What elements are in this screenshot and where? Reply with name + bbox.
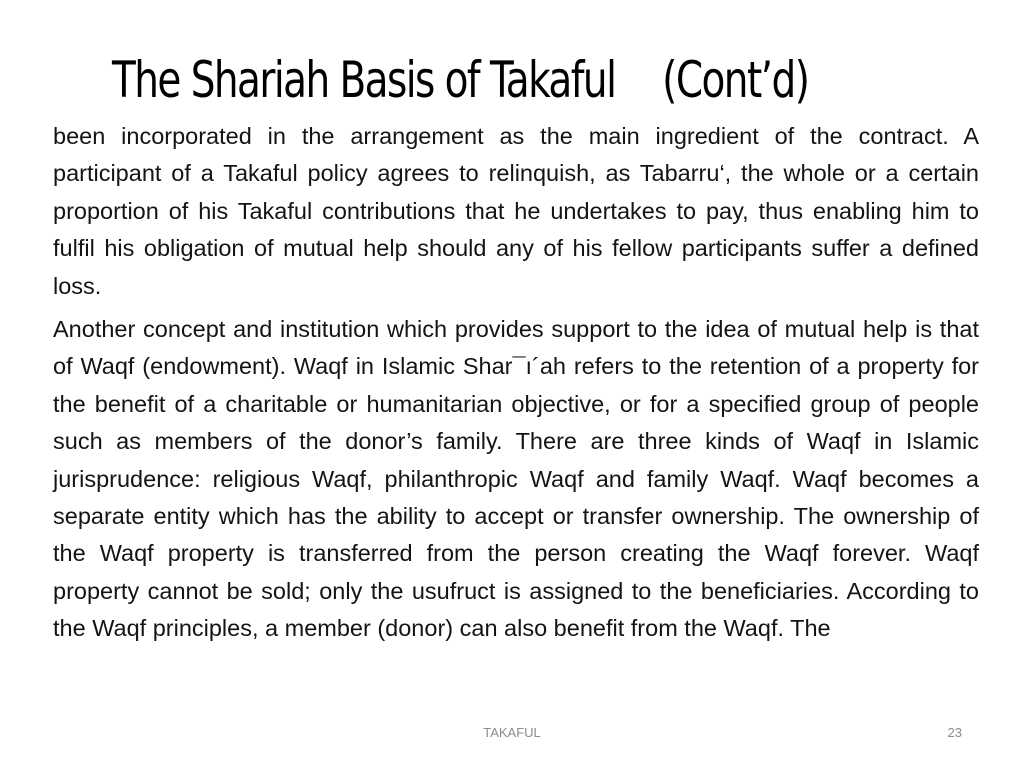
footer-label: TAKAFUL [483,725,541,740]
slide-title [112,40,809,120]
body-paragraph: been incorporated in the arrangement as the main ingredient of the contract. A participant of a Takaful policy agrees to relinquish, as Tabarru‘, the whole or a certain proportion of his Takaful contributions that he undertakes to pay, thus enabling him to fulfil his obligation of mutual help should any of his fellow participants suffer a defined loss. [53,123,979,299]
body-paragraph: Another concept and institution which provides support to the idea of mutual help is that of Waqf (endowment). Waqf in Islamic Shar¯ı´ah refers to the retention of a property for the benefit of a charitable or humanitarian objective, or for a specified group of people such as members of the donor’s family. There are three kinds of Waqf in Islamic jurisprudence: religious Waqf, philanthropic Waqf and family Waqf. Waqf becomes a separate entity which has the ability to accept or transfer ownership. The ownership of the Waqf property is transferred from the person creating the Waqf forever. Waqf property cannot be sold; only the usufruct is assigned to the beneficiaries. According to the Waqf principles, a member (donor) can also benefit from the Waqf. The [53,316,979,642]
title-suffix: (Cont’d) [662,51,809,109]
slide-body [53,118,979,648]
title-text: The Shariah Basis of Takaful [112,51,616,109]
page-number: 23 [947,725,962,740]
